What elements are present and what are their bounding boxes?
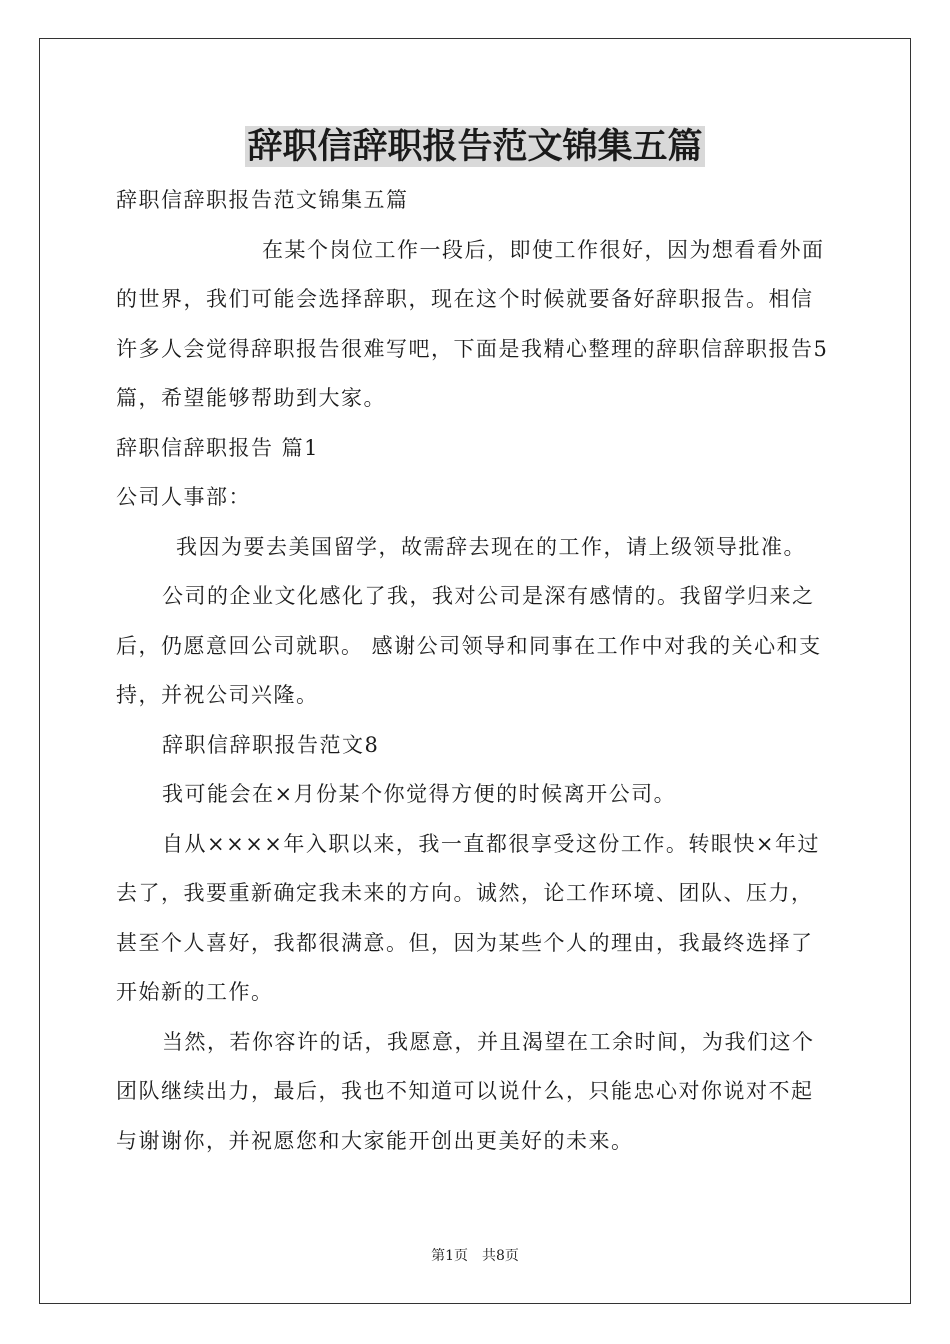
section-heading-2: 辞职信辞职报告范文8: [162, 732, 380, 757]
body-paragraph: 当然，若你容许的话，我愿意，并且渴望在工余时间，为我们这个团队继续出力，最后，我也不知道可以说什么，只能忠心对你说对不起与谢谢你，并祝愿您和大家能开创出更美好的未来。: [116, 1029, 815, 1153]
salutation-paragraph: 公司人事部：: [116, 485, 251, 509]
document-title-text: 辞职信辞职报告范文锦集五篇: [247, 126, 703, 167]
subtitle-paragraph: 辞职信辞职报告范文锦集五篇: [116, 188, 409, 212]
document-title: [0, 124, 950, 170]
body-paragraph: 自从××××年入职以来，我一直都很享受这份工作。转眼快×年过去了，我要重新确定我未来的方向。诚然，论工作环境、团队、压力，甚至个人喜好，我都很满意。但，因为某些个人的理由，我最终选择了开始新的工作。: [116, 831, 820, 1004]
body-paragraph: 我可能会在×月份某个你觉得方便的时候离开公司。: [162, 782, 677, 806]
document-body: [116, 176, 834, 1166]
page-footer: [0, 1246, 950, 1266]
page-number: 第1页 共8页: [431, 1248, 519, 1264]
section-heading-1: 辞职信辞职报告 篇1: [116, 435, 320, 460]
body-paragraph: 我因为要去美国留学，故需辞去现在的工作，请上级领导批准。: [176, 534, 806, 559]
body-paragraph: 公司的企业文化感化了我，我对公司是深有感情的。我留学归来之后，仍愿意回公司就职。 感谢公司领导和同事在工作中对我的关心和支持，并祝公司兴隆。: [116, 584, 822, 707]
intro-paragraph: 在某个岗位工作一段后，即使工作很好，因为想看看外面的世界，我们可能会选择辞职，现在这个时候就要备好辞职报告。相信许多人会觉得辞职报告很难写吧，下面是我精心整理的辞职信辞职报告5篇，希望能够帮助到大家。: [116, 237, 829, 410]
